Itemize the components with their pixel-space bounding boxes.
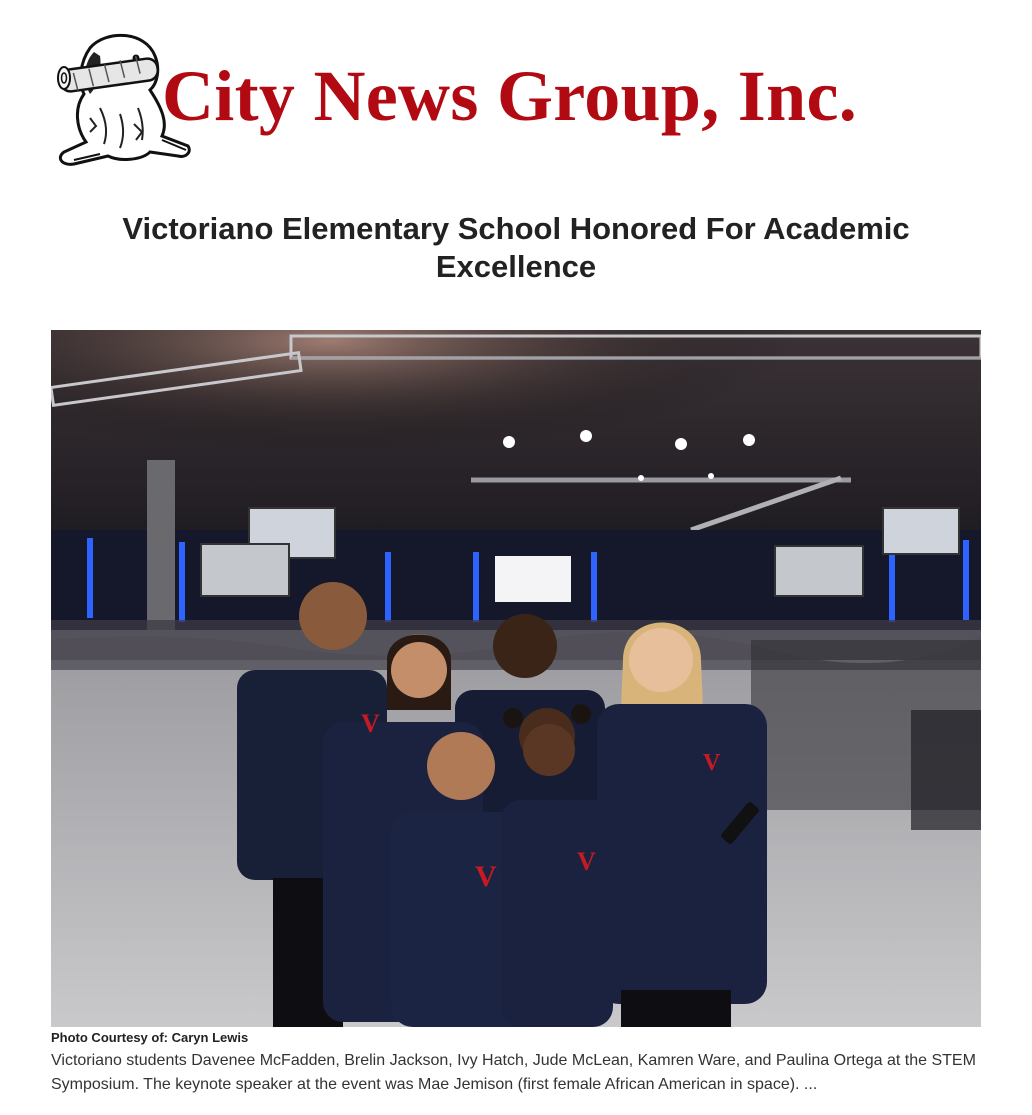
masthead	[50, 28, 980, 176]
svg-text:V: V	[361, 709, 380, 738]
svg-text:V: V	[475, 860, 497, 893]
svg-text:V: V	[577, 847, 596, 876]
svg-text:V: V	[703, 750, 721, 776]
publisher-name: City News Group, Inc.	[162, 56, 858, 136]
event-photo	[51, 330, 981, 1027]
photo-credit: Photo Courtesy of: Caryn Lewis	[51, 1030, 249, 1045]
photo-caption: Victoriano students Davenee McFadden, Brelin Jackson, Ivy Hatch, Jude McLean, Kamren Ware, and Paulina Ortega at the STEM Symposium. The keynote speaker at the event was Mae Jemison (first female African American in space). ...	[51, 1052, 976, 1093]
article-headline: Victoriano Elementary School Honored For Academic Excellence	[122, 211, 910, 284]
